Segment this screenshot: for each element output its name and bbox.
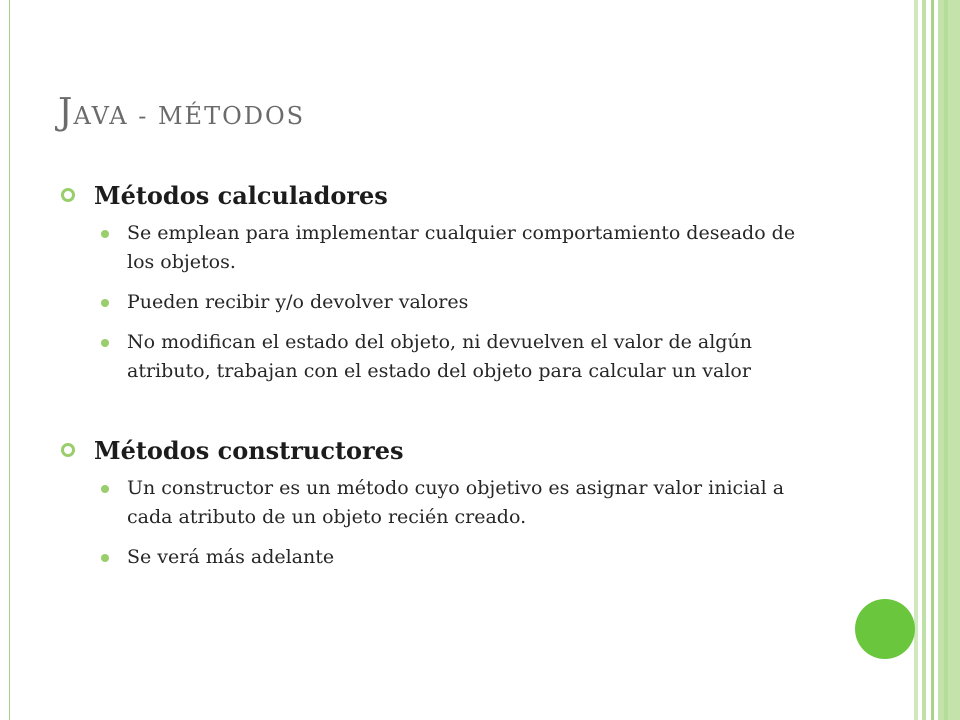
- bullet-list: [56, 219, 836, 386]
- slide-title: [58, 92, 305, 133]
- bullet-text: Pueden recibir y/o devolver valores: [127, 291, 469, 313]
- slide-content: [56, 172, 836, 572]
- bullet-item: [56, 328, 827, 386]
- stripe: [944, 0, 948, 720]
- dot-bullet-icon: [101, 554, 109, 562]
- dot-bullet-icon: [101, 339, 109, 347]
- section-heading: Métodos calculadores: [94, 180, 388, 210]
- section-calculadores: [56, 172, 836, 386]
- decorative-stripes: [914, 0, 960, 720]
- stripe: [938, 0, 960, 720]
- dot-bullet-icon: [101, 299, 109, 307]
- section-heading-row: [56, 172, 836, 218]
- stripe: [931, 0, 934, 720]
- dot-bullet-icon: [101, 230, 109, 238]
- bullet-item: [56, 288, 827, 317]
- bullet-text: Un constructor es un método cuyo objetivo es asignar valor inicial a cada atributo de un objeto recién creado.: [127, 477, 785, 528]
- bullet-text: Se verá más adelante: [127, 546, 335, 568]
- bullet-text: Se emplean para implementar cualquier comportamiento deseado de los objetos.: [127, 222, 796, 273]
- dot-bullet-icon: [101, 485, 109, 493]
- section-heading: Métodos constructores: [94, 435, 404, 465]
- bullet-list: [56, 474, 836, 572]
- green-circle-decoration: [855, 599, 915, 659]
- bullet-item: [56, 543, 827, 572]
- ring-bullet-icon: [61, 188, 75, 202]
- title-initial: J: [58, 92, 74, 133]
- stripe: [922, 0, 926, 720]
- section-constructores: [56, 427, 836, 572]
- left-frame-line: [9, 0, 10, 720]
- bullet-text: No modifican el estado del objeto, ni devuelven el valor de algún atributo, trabajan con el estado del objeto para calcular un valor: [127, 331, 752, 382]
- title-rest: AVA - MÉTODOS: [73, 102, 306, 130]
- section-heading-row: [56, 427, 836, 473]
- stripe: [914, 0, 918, 720]
- bullet-item: [56, 219, 827, 277]
- bullet-item: [56, 474, 827, 532]
- ring-bullet-icon: [61, 443, 75, 457]
